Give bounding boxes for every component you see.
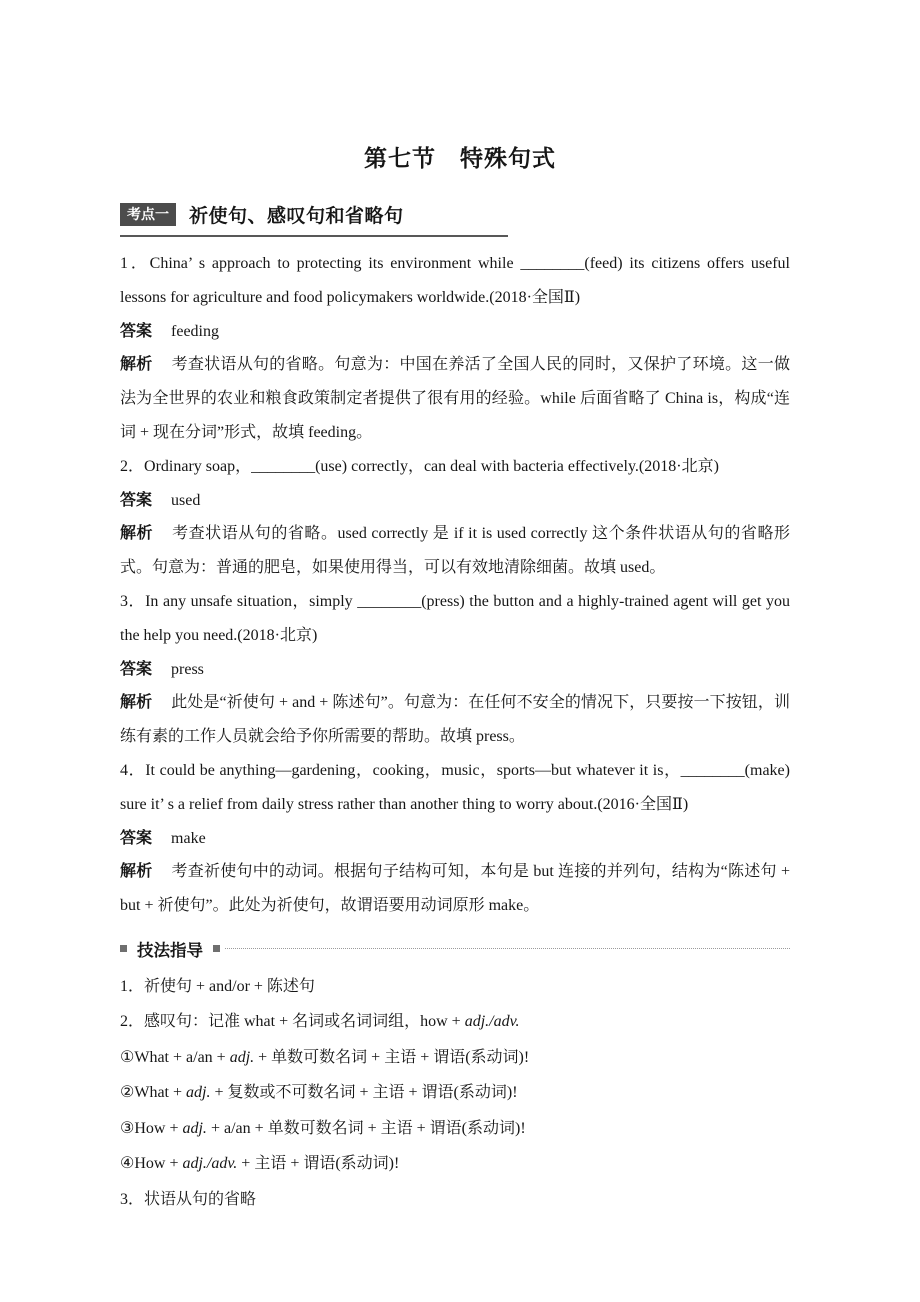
question-4	[120, 754, 790, 822]
analysis-label: 解析	[120, 356, 153, 374]
guide-item-exclamatory: 2．感叹句：记准 what + 名词或名词词组，how + adj./adv.	[120, 1013, 520, 1031]
divider-line	[225, 948, 790, 949]
guide-title: 技法指导	[137, 941, 203, 960]
section-title: 祈使句、感叹句和省略句	[189, 206, 404, 227]
content-column	[120, 201, 790, 1217]
answer-label: 答案	[120, 660, 153, 678]
answer-row-1	[120, 315, 790, 349]
question-text: Ordinary soap，________(use) correctly，can deal with bacteria effectively.(2018·北京)	[144, 457, 719, 475]
page-title: 第七节 特殊句式	[364, 146, 556, 171]
exercise-list	[120, 247, 790, 923]
analysis-label: 解析	[120, 863, 153, 881]
question-1	[120, 247, 790, 315]
analysis-row-2	[120, 517, 790, 585]
analysis-text: 考查状语从句的省略。used correctly 是 if it is used correctly 这个条件状语从句的省略形式。句意为：普通的肥皂，如果使用得当，可以有效地清除细菌。故填 used。	[120, 525, 790, 577]
analysis-text: 考查状语从句的省略。句意为：中国在养活了全国人民的同时，又保护了环境。这一做法为全世界的农业和粮食政策制定者提供了很有用的经验。while 后面省略了 China is，构成“连词 + 现在分词”形式，故填 feeding。	[120, 356, 790, 441]
answer-row-3	[120, 653, 790, 687]
analysis-label: 解析	[120, 694, 153, 712]
answer-label: 答案	[120, 322, 153, 340]
square-bullet-icon	[213, 945, 220, 952]
answer-value: feeding	[171, 322, 219, 340]
guide-header	[120, 932, 790, 966]
answer-label: 答案	[120, 829, 153, 847]
guide-item-pattern-3: ③How + adj. + a/an + 单数可数名词 + 主语 + 谓语(系动词)!	[120, 1119, 526, 1137]
question-text: In any unsafe situation，simply ________(press) the button and a highly-trained agent will get you the help you need.(2018·北京)	[120, 592, 790, 644]
guide-item-pattern-1: ①What + a/an + adj. + 单数可数名词 + 主语 + 谓语(系动词)!	[120, 1048, 530, 1066]
answer-value: used	[171, 491, 201, 509]
square-bullet-icon	[120, 945, 127, 952]
answer-label: 答案	[120, 491, 153, 509]
answer-value: make	[171, 829, 206, 847]
guide-item-pattern-4: ④How + adj./adv. + 主语 + 谓语(系动词)!	[120, 1155, 400, 1173]
question-number: 2．	[120, 457, 145, 475]
guide-item-ellipsis: 3．状语从句的省略	[120, 1190, 257, 1208]
question-2	[120, 450, 790, 484]
guide-item-list	[120, 969, 790, 1218]
analysis-row-4	[120, 855, 790, 923]
analysis-label: 解析	[120, 525, 154, 543]
question-number: 4．	[120, 761, 146, 779]
question-text: China’ s approach to protecting its environment while ________(feed) its citizens offers useful lessons for agriculture and food policymakers worldwide.(2018·全国Ⅱ)	[120, 255, 790, 306]
guide-item-imperative: 1．祈使句 + and/or + 陈述句	[120, 977, 315, 995]
question-3	[120, 585, 790, 653]
exam-point-badge: 考点一	[120, 203, 176, 227]
analysis-row-1	[120, 348, 790, 449]
question-number: 1．	[120, 255, 150, 272]
analysis-text: 此处是“祈使句 + and + 陈述句”。句意为：在任何不安全的情况下，只要按一下按钮，训练有素的工作人员就会给予你所需要的帮助。故填 press。	[120, 694, 790, 746]
question-text: It could be anything—gardening，cooking，music，sports—but whatever it is，________(make) sure it’ s a relief from daily stress rather than another thing to worry about.(2016·全国Ⅱ)	[120, 761, 790, 813]
answer-row-4	[120, 822, 790, 856]
question-number: 3．	[120, 592, 146, 610]
section-header	[120, 201, 508, 237]
guide-item-pattern-2: ②What + adj. + 复数或不可数名词 + 主语 + 谓语(系动词)!	[120, 1084, 518, 1102]
analysis-text: 考查祈使句中的动词。根据句子结构可知，本句是 but 连接的并列句，结构为“陈述句 + but + 祈使句”。此处为祈使句，故谓语要用动词原形 make。	[120, 863, 790, 915]
answer-value: press	[171, 660, 204, 678]
answer-row-2	[120, 484, 790, 518]
analysis-row-3	[120, 686, 790, 754]
